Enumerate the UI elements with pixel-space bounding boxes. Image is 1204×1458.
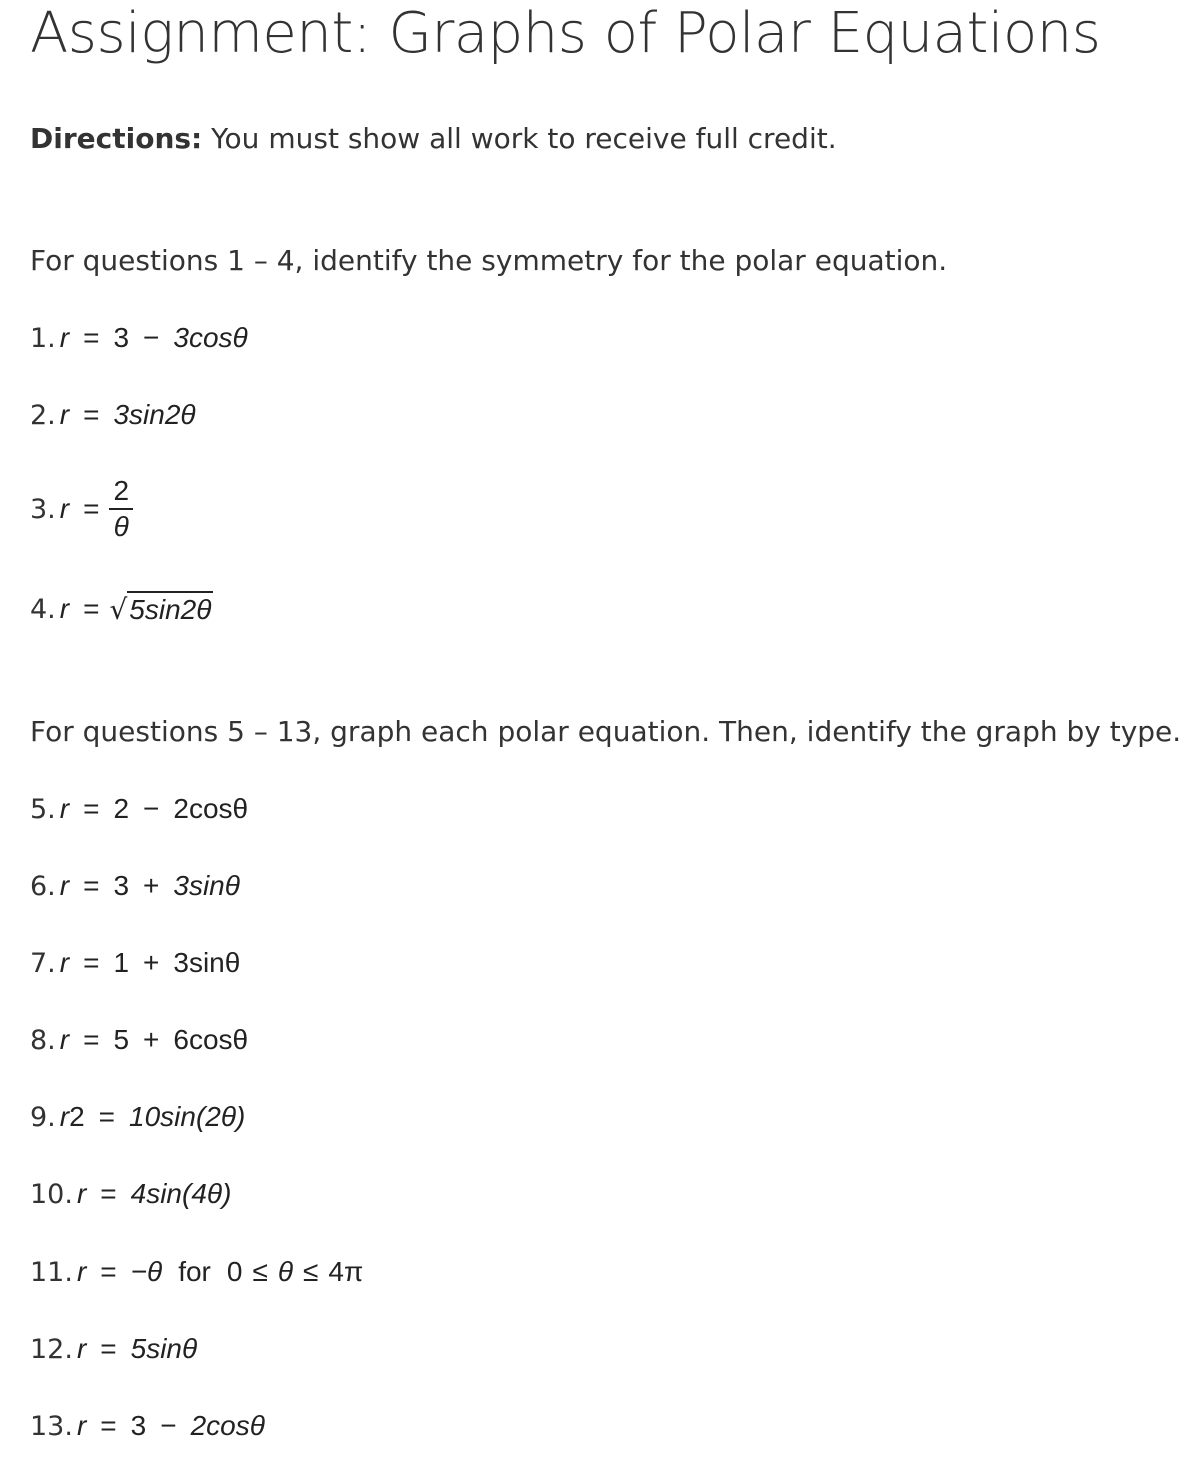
- equation-term: 2: [113, 793, 130, 824]
- question-number: 7.: [30, 947, 56, 979]
- equation-term: 3: [130, 1410, 147, 1441]
- question-number: 9.: [30, 1101, 56, 1133]
- equals-sign: =: [100, 1178, 117, 1209]
- radical-sign: √: [109, 593, 128, 626]
- equation-term: 3cosθ: [173, 322, 248, 353]
- le-sign: ≤: [252, 1256, 268, 1287]
- question-11: [30, 1252, 363, 1292]
- question-number: 12.: [30, 1333, 73, 1365]
- equation-lhs: r: [59, 322, 70, 353]
- equation-lhs: r: [59, 593, 70, 624]
- operator: +: [143, 1024, 160, 1055]
- equals-sign: =: [83, 322, 100, 353]
- question-1: [30, 318, 248, 358]
- equals-sign: =: [83, 870, 100, 901]
- square-root: [109, 591, 213, 627]
- directions: [30, 119, 837, 159]
- equation-lhs: r: [76, 1256, 87, 1287]
- condition-low: 0: [226, 1256, 243, 1287]
- question-number: 1.: [30, 322, 56, 354]
- equation-term: 3sinθ: [173, 947, 241, 978]
- section1-intro: For questions 1 – 4, identify the symmetry for the polar equation.: [30, 244, 948, 277]
- question-number: 2.: [30, 399, 56, 431]
- question-2: [30, 395, 196, 435]
- equation-lhs: r: [59, 1024, 70, 1055]
- equation-term: 5: [113, 1024, 130, 1055]
- equals-sign: =: [83, 1024, 100, 1055]
- condition-word: for: [178, 1256, 211, 1287]
- equation-lhs: r: [59, 947, 70, 978]
- question-7: [30, 943, 240, 983]
- equation-lhs: r: [59, 1101, 70, 1132]
- operator: −: [160, 1410, 177, 1441]
- equation-lhs: r: [59, 793, 70, 824]
- equals-sign: =: [98, 1101, 116, 1132]
- equals-sign: =: [83, 399, 100, 430]
- operator: +: [143, 947, 160, 978]
- question-8: [30, 1020, 248, 1060]
- question-10: [30, 1174, 231, 1214]
- question-number: 13.: [30, 1410, 73, 1442]
- question-4: [30, 589, 213, 629]
- question-number: 3.: [30, 493, 56, 525]
- operator: +: [143, 870, 160, 901]
- section2-intro: For questions 5 – 13, graph each polar equation. Then, identify the graph by type.: [30, 715, 1182, 748]
- equation-term: 2cosθ: [173, 793, 249, 824]
- equation-rhs: 5sinθ: [130, 1333, 198, 1364]
- equation-lhs: r: [59, 493, 70, 524]
- fraction-numerator: 2: [109, 474, 133, 510]
- directions-label: Directions:: [30, 122, 203, 155]
- question-number: 5.: [30, 793, 56, 825]
- equation-lhs: r: [59, 870, 70, 901]
- equation-term: 3: [113, 322, 130, 353]
- equation-lhs: r: [76, 1410, 87, 1441]
- operator: −: [143, 793, 160, 824]
- equals-sign: =: [83, 793, 100, 824]
- equals-sign: =: [83, 593, 100, 624]
- fraction-denominator: θ: [113, 511, 129, 542]
- equation-term: 3sinθ: [173, 870, 240, 901]
- equation-rhs: 10sin(2θ): [129, 1101, 246, 1132]
- operator: −: [143, 322, 160, 353]
- equation-term: 6cosθ: [173, 1024, 249, 1055]
- page-title: Assignment: Graphs of Polar Equations: [30, 1, 1101, 66]
- equation-rhs: 3sin2θ: [113, 399, 196, 430]
- question-3: [30, 469, 133, 549]
- question-number: 6.: [30, 870, 56, 902]
- equation-term: 1: [113, 947, 130, 978]
- question-number: 11.: [30, 1256, 73, 1288]
- equation-lhs: r: [76, 1333, 87, 1364]
- equation-term: 2cosθ: [190, 1410, 265, 1441]
- question-9: 9. r 2 = 10sin(2θ): [30, 1101, 246, 1133]
- fraction: [109, 474, 133, 544]
- question-13: [30, 1406, 265, 1446]
- question-number: 10.: [30, 1178, 73, 1210]
- condition-var: θ: [277, 1256, 294, 1287]
- equals-sign: =: [83, 947, 100, 978]
- question-number: 4.: [30, 593, 56, 625]
- question-6: [30, 866, 240, 906]
- equals-sign: =: [83, 493, 100, 524]
- question-number: 8.: [30, 1024, 56, 1056]
- equals-sign: =: [100, 1256, 117, 1287]
- le-sign: ≤: [303, 1256, 319, 1287]
- equation-lhs: r: [59, 399, 70, 430]
- equation-rhs: 4sin(4θ): [130, 1178, 232, 1209]
- equation-lhs: r: [76, 1178, 87, 1209]
- equation-rhs: −θ: [130, 1256, 163, 1287]
- question-12: [30, 1329, 197, 1369]
- equals-sign: =: [100, 1333, 117, 1364]
- equals-sign: =: [100, 1410, 117, 1441]
- condition-high: 4π: [328, 1256, 364, 1287]
- directions-text: You must show all work to receive full credit.: [202, 122, 837, 155]
- equation-term: 3: [113, 870, 130, 901]
- radicand: 5sin2θ: [127, 591, 213, 627]
- question-5: [30, 789, 248, 829]
